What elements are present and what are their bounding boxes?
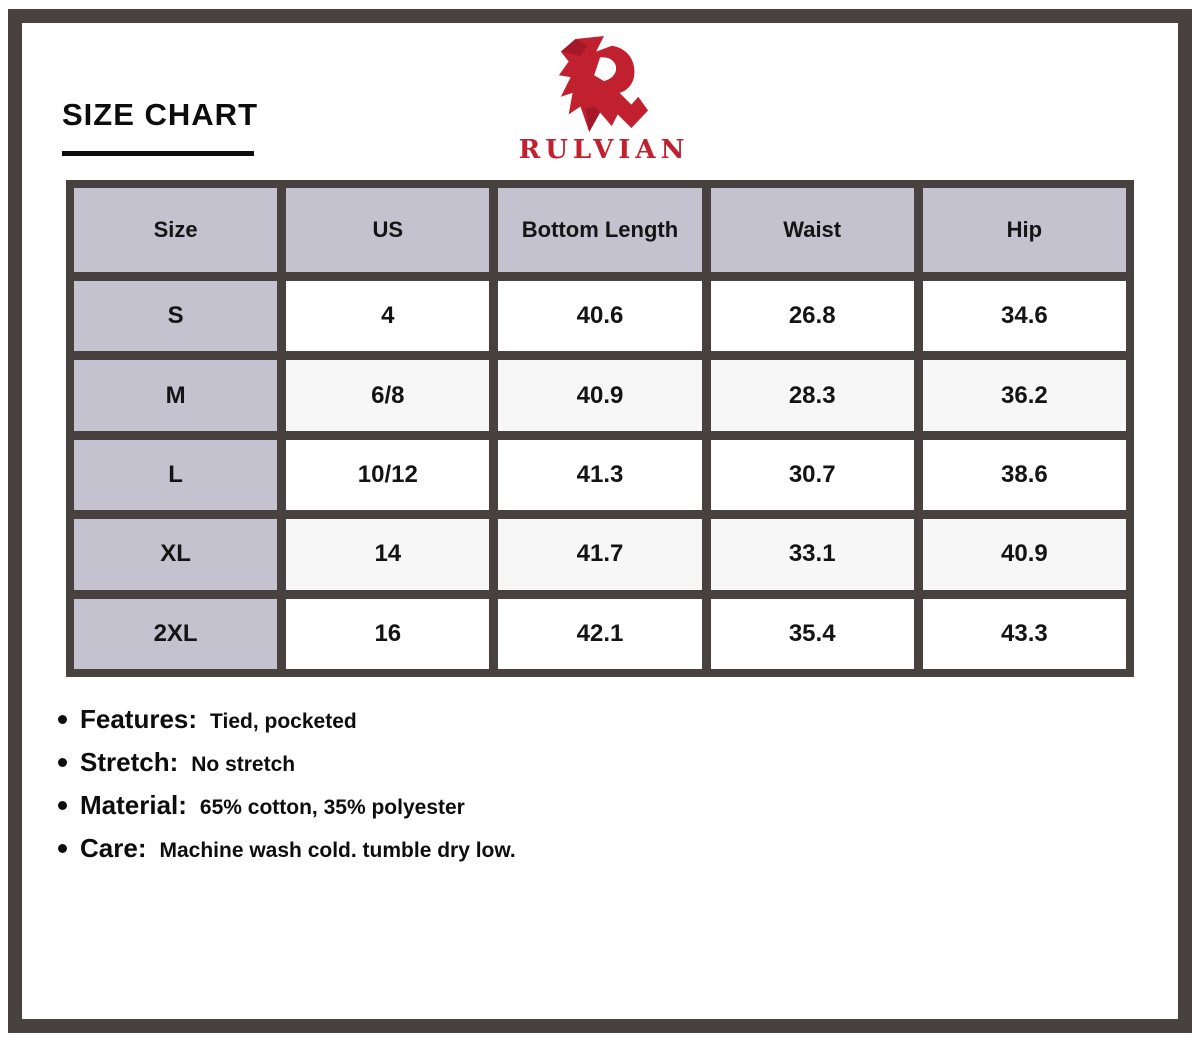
note-features-value: Tied, pocketed: [210, 710, 357, 733]
row-label-2xl: 2XL: [74, 599, 277, 669]
cell-xl-us: 14: [286, 519, 489, 589]
cell-m-us: 6/8: [286, 360, 489, 430]
page-title: SIZE CHART: [62, 97, 258, 132]
cell-2xl-us: 16: [286, 599, 489, 669]
note-material-value: 65% cotton, 35% polyester: [199, 796, 465, 819]
row-label-xl: XL: [74, 519, 277, 589]
title-underline: [62, 151, 254, 156]
bullet-icon: [58, 715, 67, 724]
bullet-icon: [58, 844, 67, 853]
note-stretch-value: No stretch: [191, 753, 296, 776]
row-label-s: S: [74, 281, 277, 351]
cell-xl-hip: 40.9: [923, 519, 1126, 589]
cell-l-waist: 30.7: [711, 440, 914, 510]
note-features: [58, 704, 516, 735]
cell-s-waist: 26.8: [711, 281, 914, 351]
cell-m-waist: 28.3: [711, 360, 914, 430]
column-header-waist: Waist: [711, 188, 914, 272]
product-notes-list: [58, 704, 516, 876]
column-header-bottom-length: Bottom Length: [498, 188, 701, 272]
cell-2xl-hip: 43.3: [923, 599, 1126, 669]
brand-wordmark: RULVIAN: [518, 135, 690, 165]
note-features-label: Features:: [80, 704, 198, 734]
cell-m-hip: 36.2: [923, 360, 1126, 430]
cell-m-bottom-length: 40.9: [498, 360, 701, 430]
size-chart-table: [66, 180, 1134, 677]
cell-s-bottom-length: 40.6: [498, 281, 701, 351]
note-care: [58, 833, 516, 864]
bullet-icon: [58, 801, 67, 810]
column-header-us: US: [286, 188, 489, 272]
rulvian-r-logo-icon: [552, 36, 652, 134]
cell-xl-waist: 33.1: [711, 519, 914, 589]
note-stretch-label: Stretch:: [80, 747, 179, 777]
cell-2xl-waist: 35.4: [711, 599, 914, 669]
note-care-label: Care:: [80, 833, 147, 863]
cell-l-hip: 38.6: [923, 440, 1126, 510]
column-header-size: Size: [74, 188, 277, 272]
cell-xl-bottom-length: 41.7: [498, 519, 701, 589]
note-care-value: Machine wash cold. tumble dry low.: [159, 839, 516, 862]
note-material-label: Material:: [80, 790, 187, 820]
row-label-m: M: [74, 360, 277, 430]
column-header-hip: Hip: [923, 188, 1126, 272]
note-material: [58, 790, 516, 821]
cell-s-hip: 34.6: [923, 281, 1126, 351]
cell-s-us: 4: [286, 281, 489, 351]
bullet-icon: [58, 758, 67, 767]
cell-2xl-bottom-length: 42.1: [498, 599, 701, 669]
note-stretch: [58, 747, 516, 778]
row-label-l: L: [74, 440, 277, 510]
cell-l-us: 10/12: [286, 440, 489, 510]
cell-l-bottom-length: 41.3: [498, 440, 701, 510]
